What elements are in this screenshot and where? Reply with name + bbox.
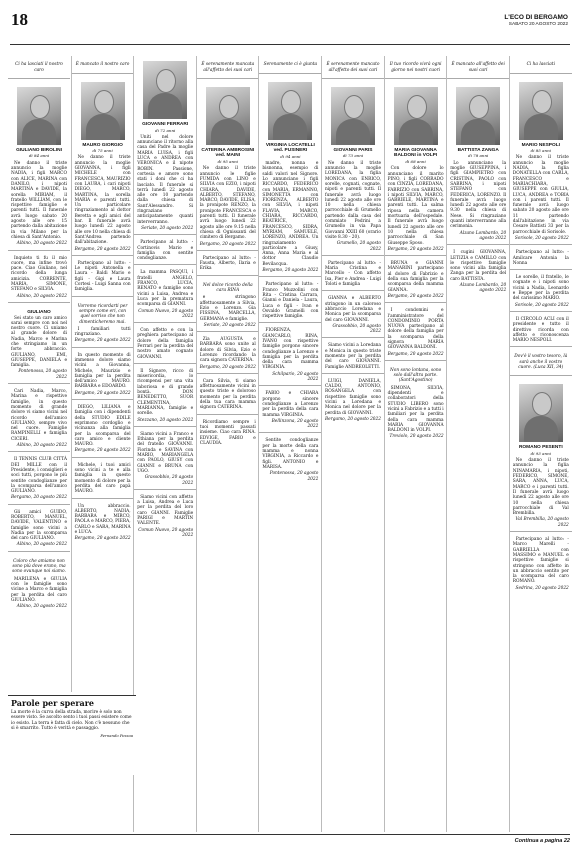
notice-text: Serenamente ci è giunta	[263, 62, 318, 68]
notice-place-date: Bergamo, 20 agosto 2022	[262, 268, 319, 274]
notice-place-date: Comun Nuovo, 20 agosto 2022	[138, 308, 194, 319]
notice-place-date: Grassobbio, 20 agosto 2022	[144, 475, 194, 486]
obituary-notice	[72, 403, 134, 458]
deceased-name: GIULIANO BIROLINI	[16, 147, 62, 153]
deceased-name: ROMANO PESENTI	[518, 445, 563, 451]
obituary-notice	[72, 300, 134, 348]
notice-text: Partecipano al lutto: - Amilcare Antonia la Nonna	[512, 250, 569, 266]
notice-text: Cari Nadia, Marco, Marina e rispettive famiglie, in questo momento di grande dolore vi siamo vicini nel ricordo dell'amico GIULIANO, sempre vivo nel cuore. Famiglie RAMPINELLI e famiglia CICERI.	[11, 389, 67, 442]
notice-text: MARILENA e GIULIA con le famiglie sono vicine a Marco e famiglia per la perdita del caro GIULIANO.	[11, 576, 67, 603]
notice-text: Con dolore lo annunciano il marito PINO, i figli CORRADO con CINZIA, LOREDANA, FABRIZIO con SABRINA, i nipoti SILVIA, MARCO, GABRIELE, MARTINA e parenti tutti. La salma riposa nella camera mortuaria dell'ospedale. Il funerale avrà luogo lunedì 22 agosto alle ore 10 nella chiesa parrocchiale di San Giuseppe Sposo.	[387, 166, 444, 246]
notice-place-date: Sorisole, 20 agosto 2022	[514, 235, 569, 241]
obituary-notice	[385, 56, 447, 79]
deceased-name: MARIO NESPOLI	[521, 142, 560, 148]
obituary-notice	[510, 350, 572, 376]
notice-text: Ne danno il triste annuncio la moglie GIOVANNA, i figli MICHELE con FRANCESCA, MAURIZIO con LAURA, i cari nipoti DIEGO, MARCO, MARTINA, la sorella MARIA e parenti tutti. Un particolare ringraziamento al dottor Beretta e agli amici del bar. Il funerale avrà luogo lunedì 22 agosto alle ore 10 nella chiesa di Sant'Andrea partendo dall'abitazione.	[74, 155, 131, 246]
notice-text: BRUNA e GIANNI MANARINI partecipano al dolore di Fabrizio e della sua famiglia per la scomparsa della mamma GIANNA.	[387, 261, 444, 293]
notice-text: È mancato all'affetto dei suoi cari	[451, 62, 505, 73]
notice-place-date: Comun Nuovo, 20 agosto 2022	[138, 527, 194, 538]
obituary-notice	[322, 341, 384, 373]
portrait-photo	[519, 384, 563, 442]
obituary-notice	[259, 436, 321, 484]
notice-place-date: Bergamo, 20 agosto 2022	[387, 351, 444, 357]
notice-text: In questo momento di immenso dolore siamo vicini a Giovanna, Michele, Maurizio e famiglia per la perdita dell'amico MAURO. BARBARA e EDOARDO.	[74, 352, 131, 390]
column-3	[133, 56, 196, 832]
deceased-name: MARIA GIOVANNA BALDONI in VOLPI	[394, 147, 438, 159]
obituary-notice	[134, 367, 196, 427]
obituary-notice	[385, 259, 447, 303]
deceased-age: di 95 anni	[217, 159, 238, 165]
notice-text: Il Signore, ricco di misericordia, lo ricompensi per una vita laboriosa e di grande bontà. DON BENEDETTO, SUOR CLEMENTINA, MARIANNA, famiglie e sorelle.	[137, 368, 194, 417]
notice-place-date: Bellinzona, 20 agosto 2022	[271, 418, 319, 430]
notice-text: Partecipano al lutto: - Fausta, Alberto, Ilaria e Erika	[199, 255, 256, 272]
obituary-notice	[72, 502, 134, 545]
notice-place-date: Bergamo, 20 agosto 2022	[199, 364, 256, 370]
notice-place-date: Bergamo, 20 agosto 2022	[74, 246, 131, 252]
portrait-photo	[206, 87, 250, 145]
notice-text: Ne danno il triste annuncio la figlia NINAMARIA, i nipoti, FEDERICO, SIMONE, SARA, ANNA, LUCA, MARCO e i parenti tutti. Il funerale avrà luogo lunedì 22 agosto alle ore 10 nella chiesa parrocchiale di Val Brembilla.	[512, 458, 569, 517]
notice-place-date: Stezzano, 20 agosto 2022	[137, 417, 194, 423]
deceased-age: di 93 anni	[530, 450, 551, 456]
portrait-photo	[519, 82, 563, 140]
newspaper-name: L'ECO DI BERGAMO	[504, 14, 568, 21]
notice-place-date: Bergamo, 20 agosto 2022	[325, 416, 382, 422]
deceased-name: VIRGINIA LOCATELLI ved. PUSINERI	[265, 142, 315, 154]
notice-text: I cugini GIOVANNA, LETIZIA e CAMILLO con le rispettive famiglie sono vicini alla famiglia Zanga per la perdita del caro BATTISTA.	[450, 250, 507, 282]
obituary-notice	[197, 377, 259, 415]
page-header	[0, 0, 580, 44]
notice-place-date: Seriate, 20 agosto 2022	[141, 225, 194, 231]
notice-place-date: Alzano Lombardo, 20 agosto 2022	[459, 230, 507, 241]
obituary-notice	[510, 77, 572, 246]
notice-place-date: Albino, 20 agosto 2022	[16, 542, 67, 548]
notice-text: LUIGI, DANIELA, CALDO, ANTONIO, ROSANGELA con rispettive famiglie sono vicini a Loredana e Monica nel dolore per la perdita di GIOVANNI.	[325, 378, 381, 416]
notice-text: Con affetto e con la preghiera partecipano al dolore della famiglia Ferrari per la perdita del nostro amato cognato GIOVANNI.	[137, 328, 194, 360]
notice-text: Ricordiamo sempre i tuoi momenti passati insieme. Ciao cara RINA. EDVIGE, FABIO e CLAUDIA.	[199, 419, 256, 446]
notice-text: Partecipano al lutto: - Le nipoti Antonella e Laura - Baldi Mario e figli - Gigi e Laura Cortesi - Luigi Sanna con famiglia.	[74, 260, 131, 293]
notice-text: Partecipano al lutto: - Franco Muzzolini con Rita - Cristina Carrara, Gianni e Daniela - Laura, Luca e figli - Ivan e Osvaldo Gramelli con rispettive famiglie.	[262, 282, 319, 320]
obituary-notice	[510, 56, 572, 74]
obituary-notice	[197, 335, 259, 374]
notice-text: Zia AUGUSTA e BARBARA sono unite al dolore di Silvia, Ezio e Lorenzo ricordando la cara signora CATERINA.	[199, 337, 256, 364]
notice-text: Ne danno il triste annuncio le figlie FUMIDA con LINO e SILVIA con EZIO, i nipoti CHIARA, DAVIDE, ALBERTO, STEFANO, MARCO, DAVIDE, ELISA, la pronipote RENZO, la pronipote FRANCESCA e parenti tutti. Il funerale avrà luogo lunedì 22 agosto alle ore 9.15 nella chiesa di Ognissanti del cimitero di Bergamo.	[199, 166, 256, 241]
obituary-notice	[510, 379, 572, 532]
notice-text: DIEGO, LILIANA e famiglia con i dipendenti della STUDIO EDILE esprimono cordoglio e vicinanza alla famiglia per la scomparsa del caro amico e cliente MAURO.	[74, 405, 131, 448]
obituary-notice	[8, 455, 70, 504]
obituary-notice	[72, 461, 134, 499]
obituary-notice	[134, 268, 196, 323]
obituary-notice	[134, 326, 196, 364]
deceased-name: BATTISTA ZANGA	[457, 147, 499, 153]
deceased-name: GIOVANNI FERRARI	[142, 122, 189, 127]
portrait-photo	[456, 87, 500, 145]
notice-text: e stringono affettuosamente a Silvia, Ezio e Lorenzo. Gia FISSINA, MARCELLA, GERMANA e famiglie.	[199, 295, 256, 322]
obituary-notice	[447, 82, 509, 245]
obituary-notice	[72, 259, 134, 297]
notice-place-date: Alzano Lombardo, 20 agosto 2022	[459, 283, 507, 294]
notice-text: FABIO e CHIARA porgono sincere condoglianze a Lorenzo per la perdita della cara mamma VIRGINIA.	[262, 391, 319, 418]
notice-quote: Non sono lontana, sono solo dall'altra parte. (Sant'Agostino)	[389, 367, 442, 384]
notice-text: madre, nonna e bisnonna, esempio di saldi valori nel Signore. Lo annunciano i figli RICCARDO, FEDERICO con MARIA, ERMANNO, SIMONETTA con FIORENZA, ALBERTO con SILVIA, i nipoti FLAVIA, MARCO, CHIARA, RICCARDO, BEATRICE, FRANCESCO, SIDRA, MYRIAM, SAMUELE, LORENZO, ANDREA. Un ringraziamento particolare a Giusy, Anna, Anna Maria e al dottor Claudio Bevilacqua.	[262, 161, 319, 267]
column-1	[8, 56, 70, 692]
obituary-notice	[8, 56, 70, 79]
obituary-notice	[259, 280, 321, 323]
notice-place-date: Sedrina, 20 agosto 2022	[515, 585, 569, 591]
notice-place-date: Schilpario, 20 agosto 2022	[272, 371, 319, 383]
notice-place-date: Bergamo, 20 agosto 2022	[74, 338, 131, 344]
notice-text: Gli amici GUIDO, ROBERTO, MANUEL, DAVIDE, VALENTINO e famiglie sono vicini a Nadia per la scomparsa del caro GIULIANO.	[11, 509, 67, 542]
column-6	[321, 56, 384, 832]
notice-text: Uniti nel dolore annunciano il ritorno alla casa del Padre la moglie MARIA LUISA, i figli LUCA e ANDREA con VERONICA e il nipote ROBIN. Passione, cortesia e amore sono stati i doni che ci ha lasciato. Il funerale si terrà lunedì 22 agosto alle ore 10 partendo dalla chiesa di Sant'Alessandro. Si ringraziano anticipatamente quanti interverranno.	[137, 134, 194, 225]
obituary-notice	[72, 351, 134, 400]
obituary-notice	[197, 418, 259, 449]
notice-place-date: Albino, 20 agosto 2022	[16, 604, 67, 610]
obituary-notice	[510, 535, 572, 594]
notice-text: Partecipano al lutto: - Marco Marelli - GABRIELLA con MASSIMO e MANUEL e rispettive famiglie si stringono con affetto in un abbraccio sentito per la scomparsa del caro ROMANO.	[512, 537, 569, 585]
notice-text: Sentite condoglianze per la morte della cara mamma e nonna VIRGINIA, a Riccardo e figli. ANTONIO e MARISA.	[262, 438, 319, 470]
deceased-name: CATERINA AMBROSINI ved. MAINI	[201, 147, 255, 159]
notice-place-date: Albino, 20 agosto 2022	[16, 293, 67, 299]
column-5	[258, 56, 321, 832]
obituary-notice	[510, 315, 572, 347]
deceased-age: di 73 anni	[342, 153, 364, 159]
notice-text: La mamma PASQUI, i fratelli ANGELO, FRANCO, LUCIA, RENATO e famiglie sono vicini a Luisa, Andrea e Luca per la prematura scomparsa di GIANNI.	[137, 270, 194, 308]
notice-text: Il CIRCOLO ACLI con il presidente e tutto il direttivo ricorda con affetto e riconoscenza MARIO NESPOLI.	[512, 316, 569, 344]
notice-quote: Dov'è il vostro tesoro, là sarà anche il vostro cuore. (Luca XII, 34)	[514, 354, 568, 370]
notice-text: Ne danno il triste annuncio la moglie NADIA, i figli MARCO con ALICE, MARINA con DANILO, i nipoti MARTINA e DAVIDE, la sorella MIRIAM, il fratello WILLIAM, con le rispettive famiglie e parenti tutti. Il funerale avrà luogo sabato 20 agosto alle ore 15 partendo dalla abitazione in via Milano per la chiesa di Sant'Antonio.	[11, 160, 67, 240]
page-footer	[10, 834, 570, 847]
column-9	[509, 56, 572, 832]
obituary-notice	[385, 82, 447, 256]
notice-text: Cara Silvia, ti siamo affettuosamente vicini in questo triste e doloroso momento per la perdita della tua cara mamma signora CATERINA.	[199, 378, 256, 411]
notice-place-date: Treviolo, 20 agosto 2022	[389, 434, 444, 440]
deceased-age: di 85 anni	[530, 148, 551, 154]
obituary-notice	[72, 56, 134, 74]
parole-per-sperare-box	[8, 695, 136, 775]
obituary-notice	[134, 56, 196, 235]
portrait-photo	[81, 82, 125, 140]
notice-quote: Coloro che amiamo non sono più dove erano, ma sono ovunque noi siamo.	[12, 558, 66, 575]
notice-text: È serenamente mancata all'affetto dei suoi cari	[201, 62, 255, 73]
notice-place-date: Sorisole, 20 agosto 2022	[514, 302, 569, 308]
notice-text: I condomini e l'amministratore del CONDOMINIO PORTA NUOVA partecipano al dolore della famiglia per la scomparsa della signora MARIA GIOVANNA BALDONI.	[387, 308, 444, 351]
parole-title: Parole per sperare	[11, 698, 95, 708]
notice-place-date: Albino, 20 agosto 2022	[16, 241, 67, 247]
obituary-notice	[8, 555, 70, 613]
notice-quote: Nel dolce ricordo della cara RINA	[202, 282, 253, 294]
obituary-notice	[72, 77, 134, 256]
header-rule	[10, 44, 570, 45]
notice-text: Un abbraccio. ALBERTO, NADIA, BARBARA e MIRCO, PAOLA e MARCO, PIERA, CARLO e SARA, MARINA e LUCA.	[74, 503, 131, 535]
obituary-notice	[8, 306, 70, 384]
notice-text: Siamo vicini a Franco e Ethiana per la perdita del fratello GIOVANNI. Fiorinda e SAVINA con MARIO, MARIANGELA con PAOLO, GIUSY con GIANNI e BRUNA con UGO.	[137, 431, 194, 474]
obituary-notice	[510, 248, 572, 270]
obituary-notice	[510, 273, 572, 312]
notice-place-date: Bergamo, 20 agosto 2022	[387, 246, 444, 252]
column-2	[71, 56, 134, 692]
portrait-photo	[394, 87, 438, 145]
deceased-age: di 94 anni	[280, 153, 301, 159]
notice-text: Partecipano al lutto: - Cortinovis Mario e famiglia con sentite condoglianze.	[137, 240, 194, 262]
deceased-age: di 72 anni	[155, 127, 176, 133]
issue-date: SABATO 20 AGOSTO 2022	[508, 22, 568, 27]
notice-place-date: Bergamo, 20 agosto 2022	[387, 293, 444, 299]
obituary-notice	[8, 508, 70, 552]
portrait-photo	[331, 87, 375, 145]
notice-place-date: Grassobbio, 20 agosto 2022	[332, 323, 381, 335]
notice-place-date: Bergamo, 20 agosto 2022	[74, 390, 131, 396]
notice-place-date: Bergamo, 20 agosto 2022	[74, 448, 131, 454]
obituary-notice	[8, 387, 70, 452]
notice-place-date: Bergamo, 20 agosto 2022	[11, 495, 68, 501]
deceased-age: di 68 anni	[405, 159, 426, 165]
portrait-photo	[17, 87, 61, 145]
deceased-name: MAURO GIORGIO	[82, 142, 123, 148]
obituary-notice	[134, 493, 196, 541]
notice-place-date: Pontenossa, 20 agosto 2022	[18, 369, 67, 380]
notice-place-date: Bergamo, 20 agosto 2022	[199, 241, 256, 247]
notice-text: È mancato il nostro caro	[75, 62, 130, 68]
notice-text: Michele, i tuoi amici sono vicini a te e alla famiglia in questo momento di dolore per la perdita del caro papà MAURO.	[74, 462, 131, 495]
obituary-notice	[322, 294, 384, 338]
deceased-age: di 84 anni	[28, 153, 50, 159]
notice-place-date: Bergamo, 20 agosto 2022	[74, 536, 131, 542]
deceased-name: GIULIANO	[27, 309, 51, 315]
obituary-notice	[259, 77, 321, 278]
notice-place-date: Val Brembilla, 20 agosto 2022	[515, 517, 569, 528]
obituary-notice	[197, 279, 259, 332]
notice-text: SIMONA, SILVIA, dipendenti e collaboratori della STUDIO LIBERO sono vicini a Fabrizio e a tutti i familiari per la perdita della cara mamma MARIA GIOVANNA BALDONI in VOLPI.	[387, 385, 444, 434]
deceased-age: di 78 anni	[468, 153, 489, 159]
notice-text: Siamo vicini con affetto a Luisa, Andrea e Luca per la perdita del loro caro GIANNI. Famiglie PARIGI e MARTIN VALENTE.	[137, 494, 194, 527]
deceased-age: di 75 anni	[92, 148, 113, 154]
obituary-notice	[134, 238, 196, 265]
continua-link[interactable]: Continua a pagina 22	[514, 838, 570, 844]
notice-text: FIORENZA, GIANCARLO, RINA, IVANO con rispettive famiglie porgono sincere condoglianze a Lorenzo e famiglia per la perdita della cara mamma VIRGINIA.	[262, 328, 319, 371]
obituary-notice	[259, 389, 321, 433]
portrait-photo	[268, 82, 312, 140]
notice-text: Il tuo ricordo vivrà ogni giorno nei nostri cuori	[389, 62, 442, 73]
portrait-photo	[143, 61, 187, 119]
obituary-notice	[385, 364, 447, 443]
obituary-notice	[197, 82, 259, 251]
notice-text: Le sorelle, il fratello, le cognate e i nipoti sono vicini a Nadia, Leonardo e Beppe per la perdita del carissimo MARIO.	[512, 275, 569, 302]
obituary-notice	[322, 82, 384, 256]
notice-text: Lo annunciano la moglie GIUSEPPINA, i figli GIAMPIETRO con CRISTINA, PAOLO con SABRINA, i nipoti STEFANO con FEDERICA, LORENZO. Il funerale avrà luogo lunedì 22 agosto alle ore 9.30 nella chiesa di Nese. Si ringraziano quanti interverranno alla cerimonia.	[450, 160, 507, 230]
obituary-notice	[197, 56, 259, 79]
column-7	[384, 56, 447, 832]
notice-text: Ne danno il triste annuncio la moglie LOREDANA, la figlia MONICA con ENRICO, sorelle, cognati, cognate, nipoti e parenti tutti. Il funerale avrà luogo lunedì 22 agosto alle ore 10 nella chiesa parrocchiale di Grumello partendo dalla casa del commiato Pedrini a Grumello in via Papa Giovanni XXIII 60 (orario visite 8.30 - 20).	[325, 160, 381, 240]
notice-place-date: Pontenossa, 20 agosto 2022	[269, 471, 319, 482]
notice-text: Inquieto ti fu il mio cuore, ma infine trovò pace. Ciao Giuliano, nel ricordo della lunga amicizia. CORRENTE, MARIA, SIMONE, STEFANO e SILVIA.	[11, 255, 67, 293]
notice-text: Ci ha lasciati il nostro caro	[15, 62, 63, 73]
notice-place-date: Seriate, 20 agosto 2022	[203, 322, 256, 328]
obituary-notice	[385, 306, 447, 361]
obituary-notice	[447, 248, 509, 296]
deceased-name: GIOVANNI PARIS	[333, 147, 373, 153]
notice-text: GIANNA e ALBERTO stringono in un caloroso abbraccio Loredana e Monica per la scomparsa del caro GIOVANNI.	[325, 296, 381, 323]
notice-text: Partecipano al lutto: - Maria Cristina e Marcello - Con affetto Isa, Pier e Andrea - Luigi Toloti e famiglia	[325, 260, 381, 288]
obituary-notice	[447, 56, 509, 79]
notice-text: I familiari tutti ringraziano.	[74, 326, 131, 338]
obituary-notice	[259, 326, 321, 386]
parole-author: Fernando Pessoa	[100, 733, 133, 739]
notice-quote: Vorremo ricordarti per sempre come eri, con quel sorriso che non dimenticheremo mai.	[77, 303, 128, 325]
obituary-notice	[259, 56, 321, 74]
obituary-notice	[8, 254, 70, 303]
obituary-notice	[134, 430, 196, 490]
column-4	[196, 56, 259, 832]
obituary-notice	[8, 82, 70, 251]
notice-text: Il TENNIS CLUB CITTÀ DEI MILLE con il Presidente, i consiglieri e soci tutti, porgono le più sentite condoglianze per la scomparsa dell'amico GIULIANO.	[11, 457, 67, 495]
parole-text: La morte è la curva della strada, morire è solo non essere visto. Se ascolto sento i tuoi passi esistere come io esisto. La terra è fatta di cielo. Non c'è nessuno che si è smarrito. Tutto è verità e passaggio.	[11, 710, 132, 731]
notice-text: Ne danno il triste annuncio la moglie NADIA, la figlia DONATELLA con CARLA, FRANCESCO e MARIACHIARA, GIUSEPPE con GIULIA, LUCA, ANDREA e TOBIA con i parenti tutti. Il funerale avrà luogo sabato 20 agosto alle ore 11 partendo dall'abitazione in via Cesare Battisti 33 per la parrocchiale di Sorisole.	[512, 155, 569, 235]
page-number: 18	[11, 10, 28, 29]
notice-text: Sei stato un caro amico sarai sempre con noi nel nostro cuore. Ci uniamo al grande dolore di Nadia, Marco e Marina che stringiamo in un forte abbraccio. GIULIANO, EMI, GIUSEPPE, DANIELA e famiglia.	[11, 315, 67, 369]
obituary-notice	[322, 259, 384, 291]
notice-text: È serenamente mancato all'affetto dei suoi cari	[326, 62, 380, 73]
notice-place-date: Grumello, 20 agosto 2022	[336, 241, 381, 252]
obituary-notice	[322, 56, 384, 79]
notice-text: Siamo vicini a Loredana e Monica in questo triste momento per la perdita del caro GIOVANNI. Famiglie ANDREOLETTI.	[325, 343, 381, 370]
notice-text: Ci ha lasciati	[526, 62, 555, 68]
notice-place-date: Albino, 20 agosto 2022	[16, 443, 67, 449]
column-8	[446, 56, 509, 832]
obituary-notice	[197, 254, 259, 276]
obituary-notice	[322, 377, 384, 425]
